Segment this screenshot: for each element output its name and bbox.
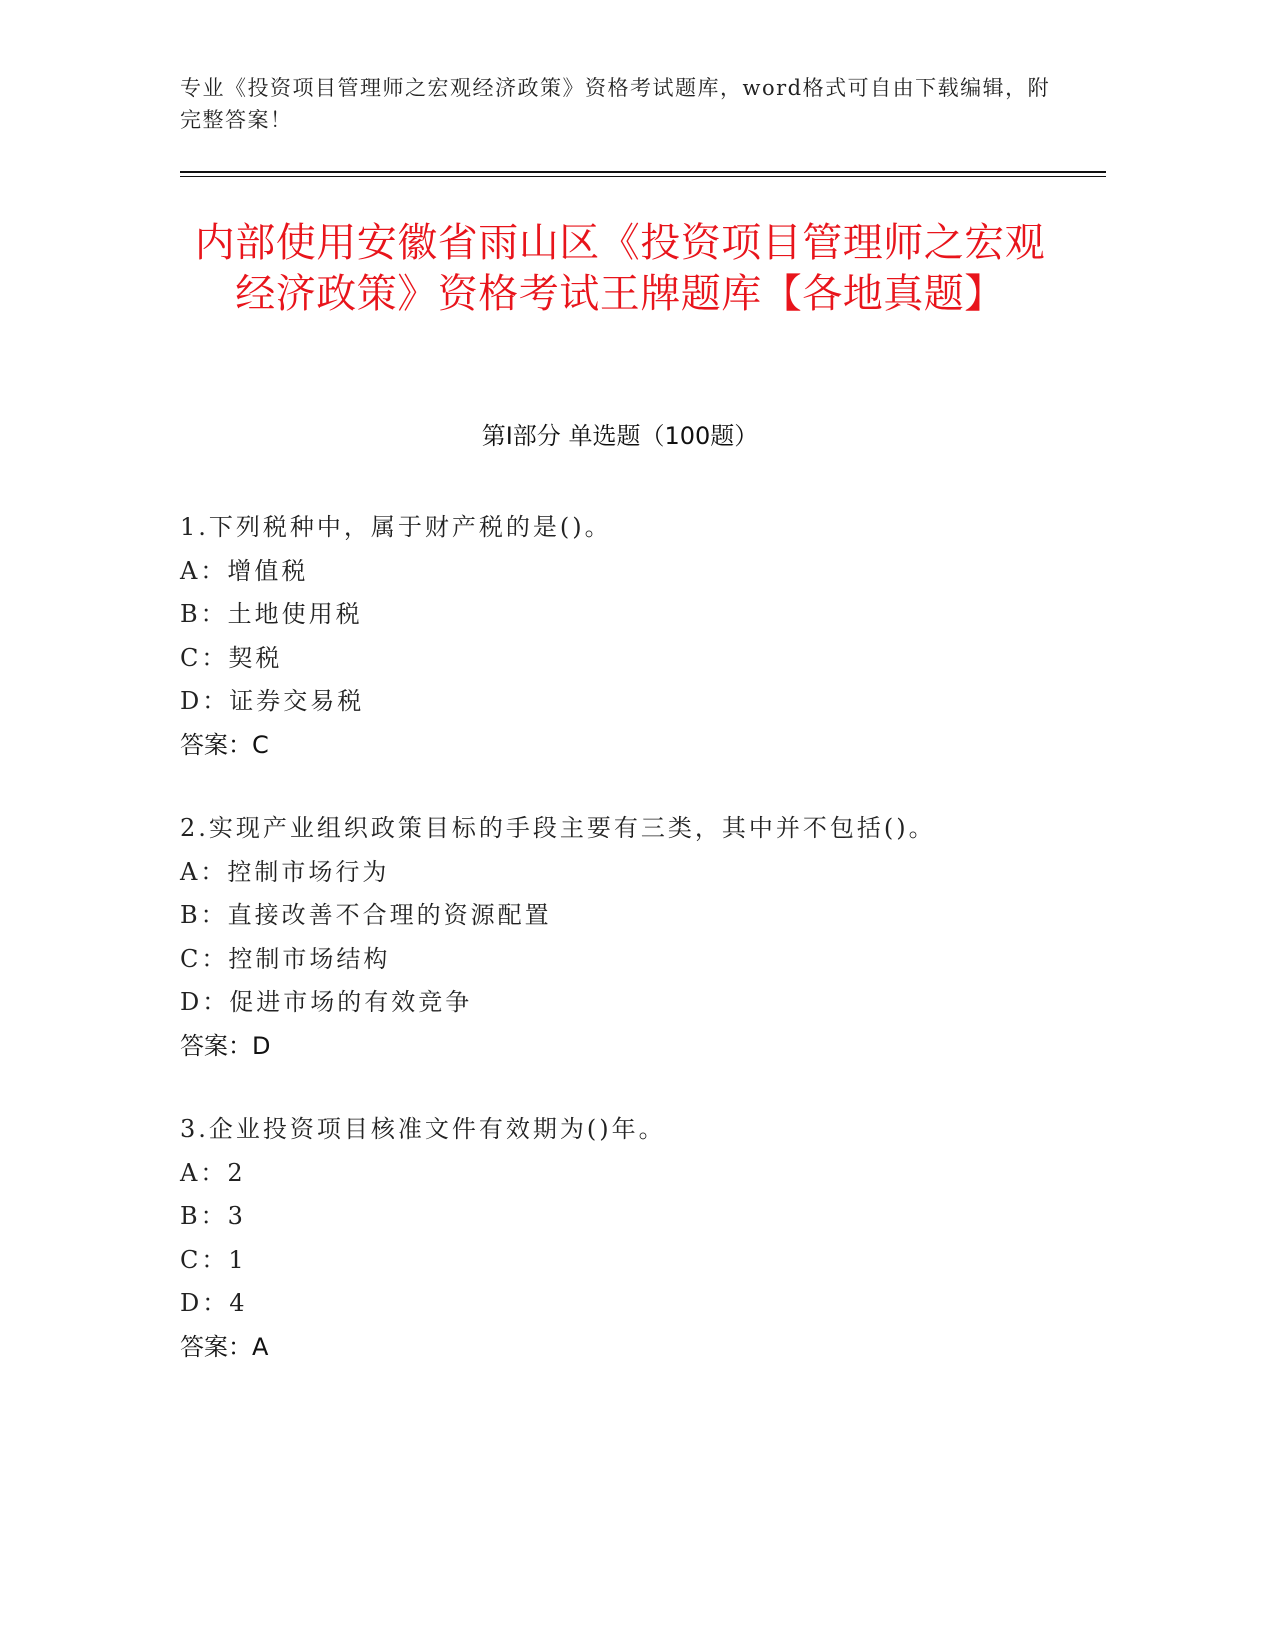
question-stem: 3.企业投资项目核准文件有效期为()年。 — [180, 1115, 666, 1143]
header-rule-thin — [180, 176, 1106, 177]
answer: 答案：A — [180, 1332, 269, 1361]
option-d: D：促进市场的有效竞争 — [180, 988, 473, 1016]
section-title: 第I部分 单选题（100题） — [481, 422, 759, 450]
question-3 — [180, 1108, 1080, 1369]
document-title: 内部使用安徽省雨山区《投资项目管理师之宏观经济政策》资格考试王牌题库【各地真题】 — [194, 220, 1046, 317]
header-rule-thick — [180, 171, 1106, 173]
answer: 答案：D — [180, 1031, 271, 1060]
option-b: B：直接改善不合理的资源配置 — [180, 901, 552, 929]
option-d: D：证券交易税 — [180, 687, 365, 715]
option-c: C：契税 — [180, 643, 283, 672]
question-list — [180, 506, 1080, 1409]
question-1 — [180, 506, 1080, 767]
question-2 — [180, 807, 1080, 1068]
answer: 答案：C — [180, 730, 269, 759]
option-c: C：1 — [180, 1245, 247, 1274]
option-a: A：控制市场行为 — [180, 857, 390, 886]
option-a: A：增值税 — [180, 556, 309, 585]
option-d: D：4 — [180, 1289, 248, 1317]
option-b: B：土地使用税 — [180, 600, 363, 628]
header-note: 专业《投资项目管理师之宏观经济政策》资格考试题库，word格式可自由下载编辑，附完整答案！ — [180, 76, 1051, 132]
option-a: A：2 — [180, 1158, 246, 1187]
option-b: B：3 — [180, 1202, 246, 1230]
option-c: C：控制市场结构 — [180, 944, 391, 973]
question-stem: 1.下列税种中，属于财产税的是()。 — [180, 513, 612, 541]
question-stem: 2.实现产业组织政策目标的手段主要有三类，其中并不包括()。 — [180, 814, 936, 842]
